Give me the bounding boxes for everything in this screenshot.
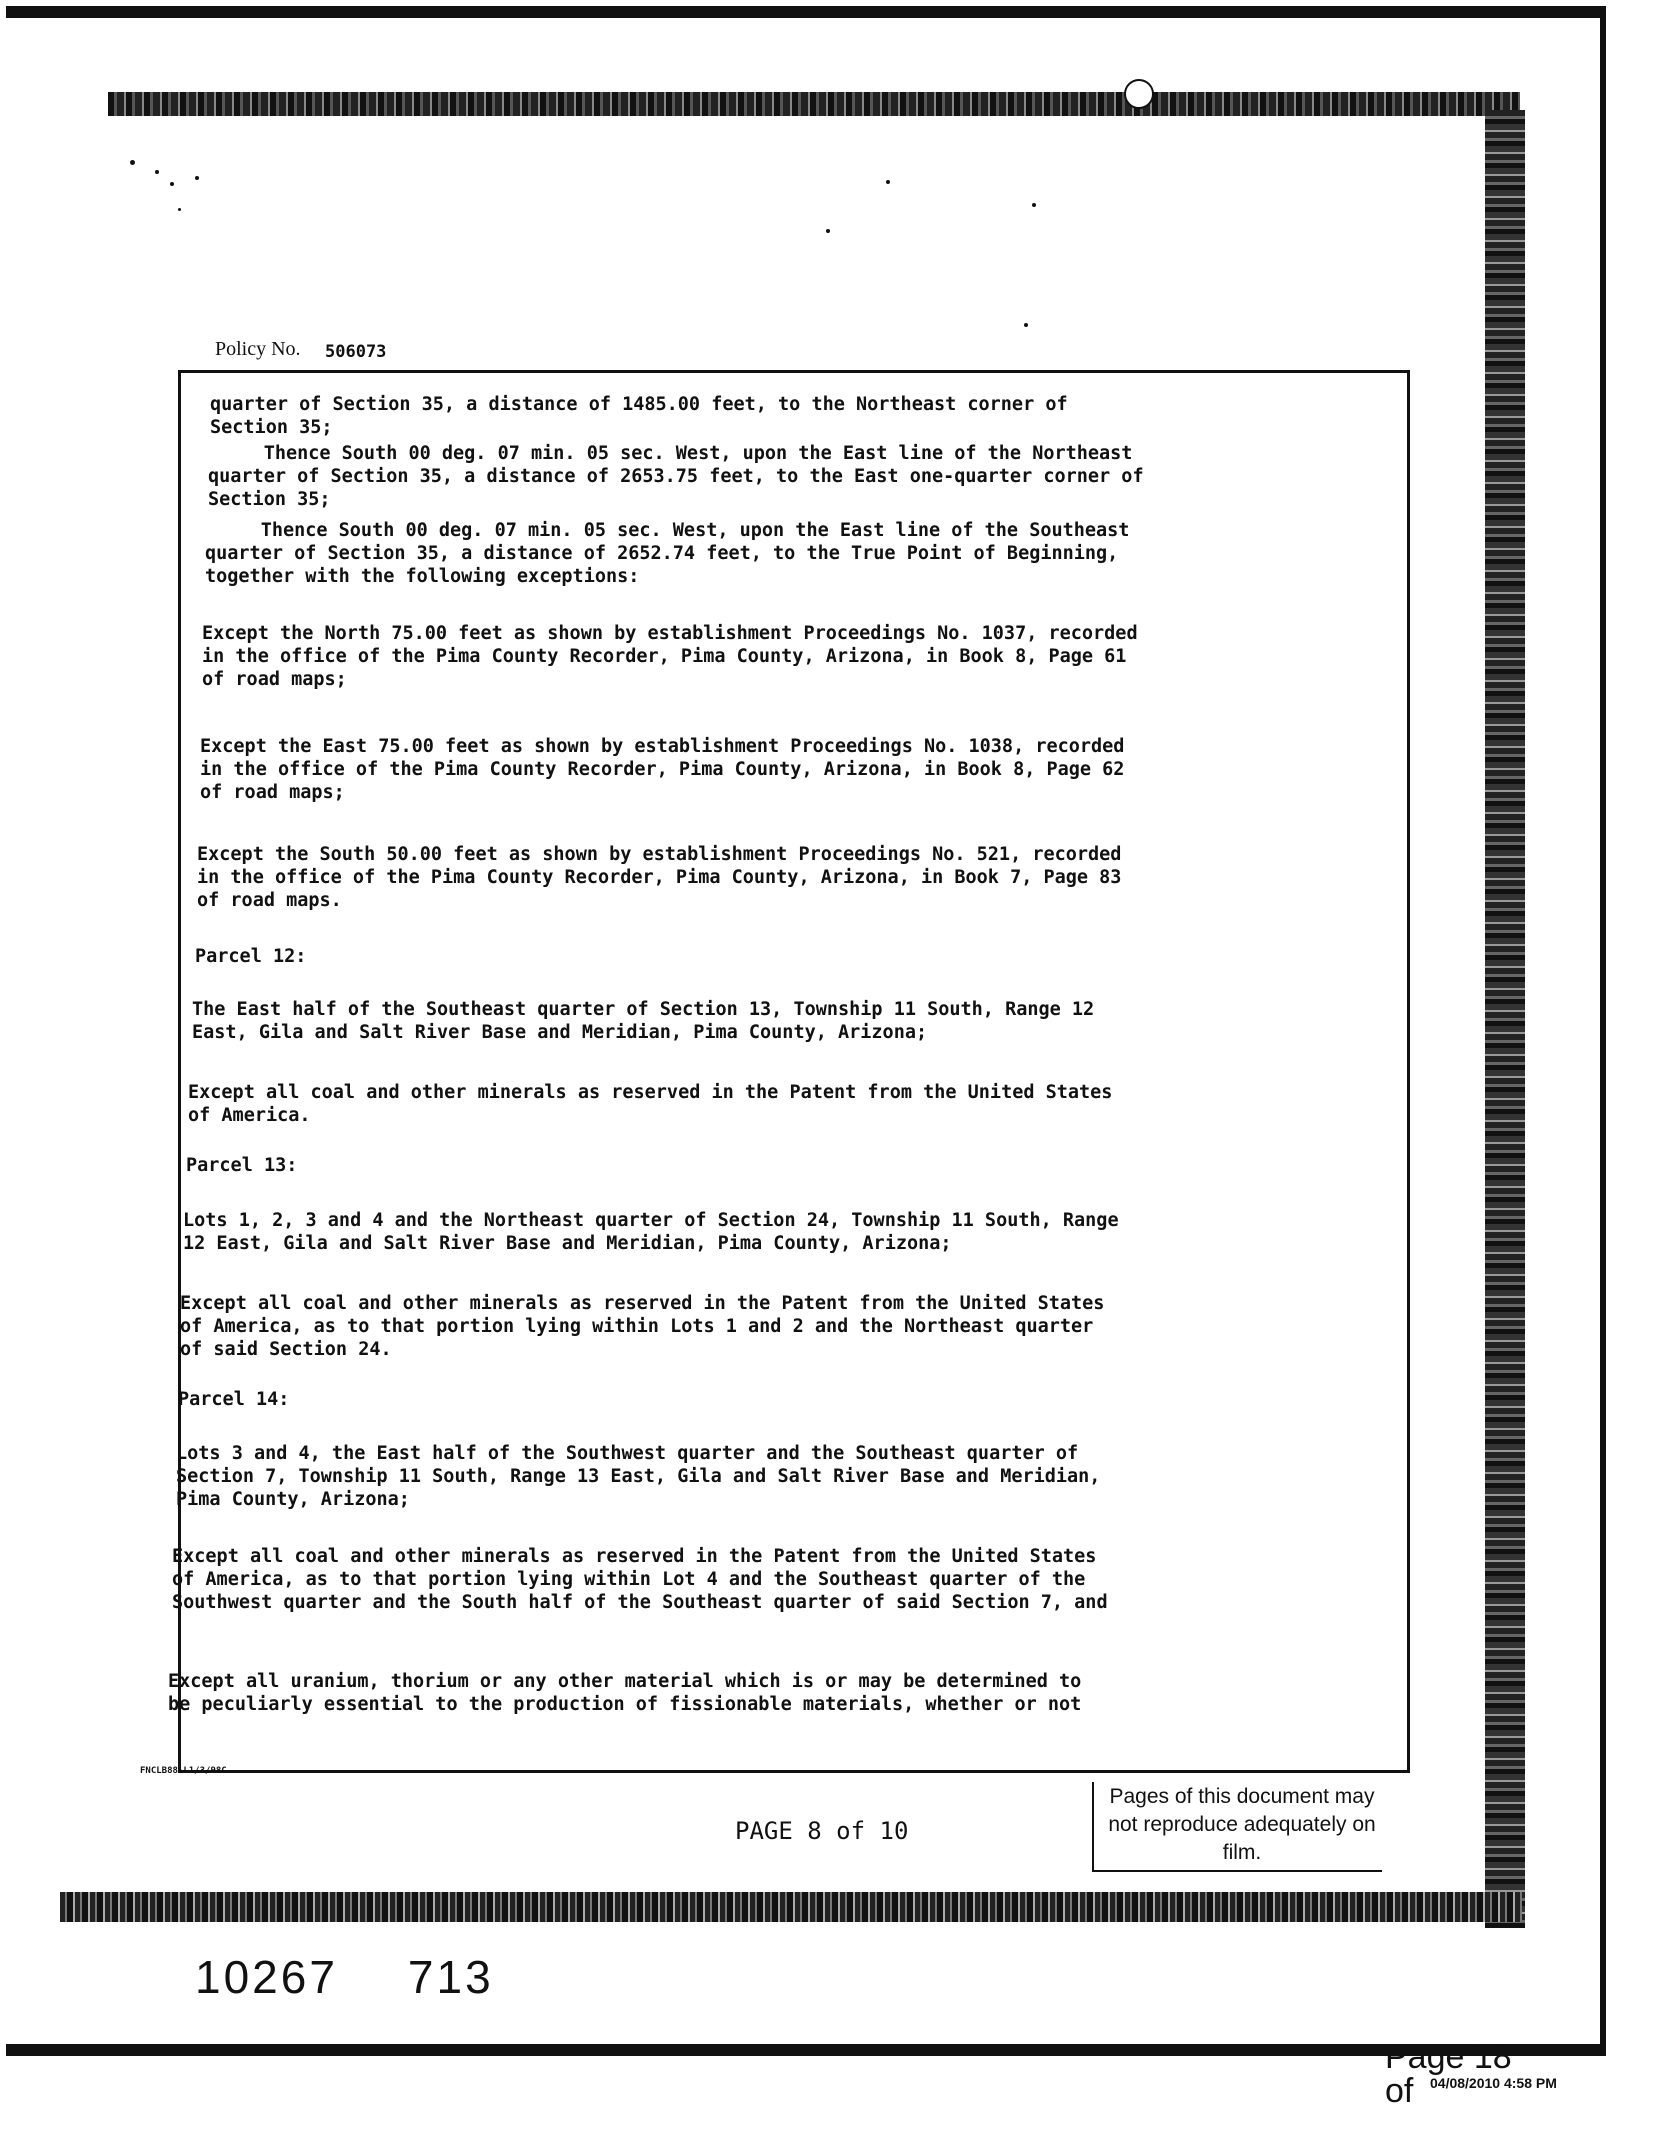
- parcel-heading: Parcel 14:: [178, 1389, 290, 1410]
- scan-noise-bottom: [60, 1892, 1522, 1922]
- scan-speck: [1024, 323, 1028, 327]
- fax-timestamp: 04/08/2010 4:58 PM: [1430, 2075, 1557, 2091]
- legal-paragraph: Except the South 50.00 feet as shown by establishment Proceedings No. 521, recorded in the office of the Pima County Recorder, Pima County, Arizona, in Book 7, Page 83 of road maps.: [197, 844, 1122, 911]
- legal-paragraph: Except all coal and other minerals as reserved in the Patent from the United States of America.: [188, 1082, 1113, 1126]
- scan-noise-top: [108, 92, 1520, 116]
- scan-speck: [130, 160, 135, 165]
- page-indicator: PAGE 8 of 10: [735, 1817, 909, 1845]
- fax-page-fragment: Page 18 of: [1385, 2038, 1512, 2110]
- legal-paragraph: The East half of the Southeast quarter of Section 13, Township 11 South, Range 12 East, Gila and Salt River Base and Meridian, Pima County, Arizona;: [192, 999, 1095, 1043]
- legal-paragraph: Except all uranium, thorium or any other material which is or may be determined to be peculiarly essential to the production of fissionable materials, whether or not: [168, 1671, 1082, 1715]
- legal-paragraph: Thence South 00 deg. 07 min. 05 sec. West, upon the East line of the Southeast quarter of Section 35, a distance of 2652.74 feet, to the True Point of Beginning, together with the following exceptions:: [205, 520, 1130, 587]
- page-number: 713: [407, 1951, 494, 2003]
- docket-number: 10267: [195, 1951, 338, 2003]
- policy-number-label: Policy No.: [215, 338, 301, 360]
- legal-paragraph: quarter of Section 35, a distance of 1485.00 feet, to the Northeast corner of Section 35;: [210, 394, 1068, 438]
- recording-number: [195, 1950, 494, 2004]
- film-notice: Pages of this document may not reproduce adequately on film.: [1108, 1785, 1376, 1864]
- scan-speck: [826, 229, 830, 233]
- parcel-heading: Parcel 13:: [186, 1155, 298, 1176]
- scan-speck: [155, 170, 159, 174]
- parcel-heading: Parcel 12:: [195, 946, 307, 967]
- legal-paragraph: Lots 1, 2, 3 and 4 and the Northeast quarter of Section 24, Township 11 South, Range 12 East, Gila and Salt River Base and Meridian, Pima County, Arizona;: [183, 1210, 1119, 1254]
- scan-noise-right: [1485, 110, 1525, 1928]
- legal-paragraph: Thence South 00 deg. 07 min. 05 sec. West, upon the East line of the Northeast quarter of Section 35, a distance of 2653.75 feet, to the East one-quarter corner of Section 35;: [208, 443, 1144, 510]
- legal-paragraph: Except the North 75.00 feet as shown by establishment Proceedings No. 1037, recorded in the office of the Pima County Recorder, Pima County, Arizona, in Book 8, Page 61 of road maps;: [202, 623, 1138, 690]
- scan-speck: [1124, 79, 1154, 109]
- legal-paragraph: Lots 3 and 4, the East half of the Southwest quarter and the Southeast quarter of Section 7, Township 11 South, Range 13 East, Gila and Salt River Base and Meridian, Pima County, Arizona;: [176, 1443, 1101, 1510]
- legal-paragraph: Except all coal and other minerals as reserved in the Patent from the United States of America, as to that portion lying within Lot 4 and the Southeast quarter of the Southwest quarter and the South half of the Southeast quarter of said Section 7, and: [172, 1546, 1108, 1613]
- scan-speck: [886, 180, 890, 184]
- legal-paragraph: Except all coal and other minerals as reserved in the Patent from the United States of America, as to that portion lying within Lots 1 and 2 and the Northeast quarter of said Section 24.: [180, 1293, 1105, 1360]
- scan-speck: [195, 176, 199, 180]
- scan-speck: [178, 208, 181, 211]
- policy-number: 506073: [325, 342, 387, 362]
- scan-speck: [1032, 203, 1036, 207]
- legal-paragraph: Except the East 75.00 feet as shown by establishment Proceedings No. 1038, recorded in the office of the Pima County Recorder, Pima County, Arizona, in Book 8, Page 62 of road maps;: [200, 736, 1125, 803]
- form-code: FNCLB88-L1/3/98C: [140, 1766, 227, 1776]
- scan-speck: [170, 182, 174, 186]
